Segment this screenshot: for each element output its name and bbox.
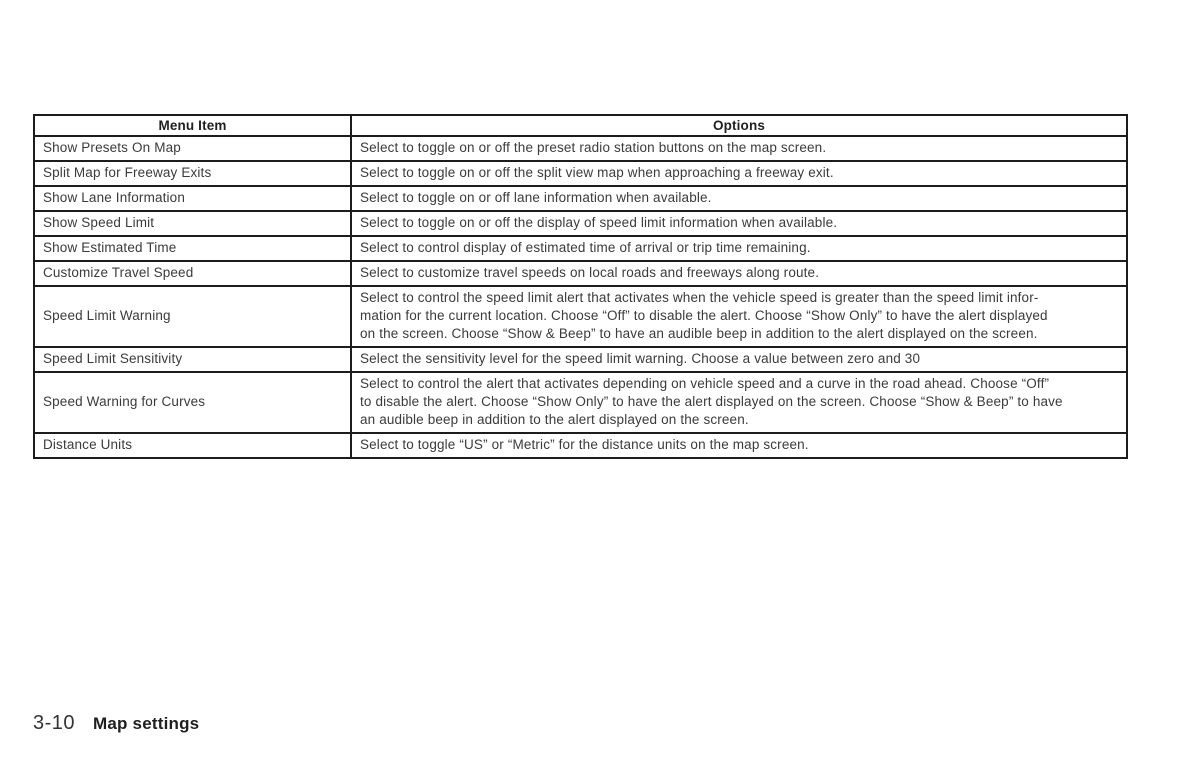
options-cell: Select to toggle on or off the split view map when approaching a freeway exit. bbox=[351, 161, 1127, 186]
table-row bbox=[34, 286, 1127, 347]
menu-item-cell: Distance Units bbox=[34, 433, 351, 458]
table-row bbox=[34, 161, 1127, 186]
column-header-options: Options bbox=[351, 115, 1127, 136]
menu-item-cell: Speed Limit Sensitivity bbox=[34, 347, 351, 372]
menu-item-cell: Show Lane Information bbox=[34, 186, 351, 211]
options-cell: Select to control the alert that activates depending on vehicle speed and a curve in the road ahead. Choose “Off” to disable the alert. Choose “Show Only” to have the alert displayed on the screen. Choose “Show & Beep” to have an audible beep in addition to the alert displayed on the screen. bbox=[351, 372, 1127, 433]
page-number: 3-10 bbox=[33, 712, 76, 734]
options-cell: Select to toggle on or off lane information when available. bbox=[351, 186, 1127, 211]
table-row bbox=[34, 236, 1127, 261]
menu-item-cell: Show Presets On Map bbox=[34, 136, 351, 161]
menu-item-cell: Speed Limit Warning bbox=[34, 286, 351, 347]
menu-item-cell: Show Estimated Time bbox=[34, 236, 351, 261]
table-row bbox=[34, 186, 1127, 211]
table-row bbox=[34, 347, 1127, 372]
options-cell: Select the sensitivity level for the speed limit warning. Choose a value between zero and 30 bbox=[351, 347, 1127, 372]
table-row bbox=[34, 136, 1127, 161]
table-row bbox=[34, 433, 1127, 458]
options-cell: Select to control the speed limit alert that activates when the vehicle speed is greater than the speed limit infor- mation for the current location. Choose “Off” to disable the alert. Choose “Show Only” to have the alert displayed on the screen. Choose “Show & Beep” to have an audible beep in addition to the alert displayed on the screen. bbox=[351, 286, 1127, 347]
table-row bbox=[34, 211, 1127, 236]
table-header-row bbox=[34, 115, 1127, 136]
section-title: Map settings bbox=[93, 714, 200, 733]
table-row bbox=[34, 261, 1127, 286]
options-cell: Select to toggle on or off the display of speed limit information when available. bbox=[351, 211, 1127, 236]
settings-table bbox=[33, 114, 1128, 459]
menu-item-cell: Split Map for Freeway Exits bbox=[34, 161, 351, 186]
options-cell: Select to control display of estimated time of arrival or trip time remaining. bbox=[351, 236, 1127, 261]
menu-item-cell: Speed Warning for Curves bbox=[34, 372, 351, 433]
settings-table-container bbox=[33, 114, 1128, 459]
page-footer bbox=[33, 712, 199, 735]
options-cell: Select to toggle on or off the preset radio station buttons on the map screen. bbox=[351, 136, 1127, 161]
menu-item-cell: Customize Travel Speed bbox=[34, 261, 351, 286]
column-header-menu-item: Menu Item bbox=[34, 115, 351, 136]
menu-item-cell: Show Speed Limit bbox=[34, 211, 351, 236]
options-cell: Select to toggle “US” or “Metric” for the distance units on the map screen. bbox=[351, 433, 1127, 458]
table-row bbox=[34, 372, 1127, 433]
options-cell: Select to customize travel speeds on local roads and freeways along route. bbox=[351, 261, 1127, 286]
